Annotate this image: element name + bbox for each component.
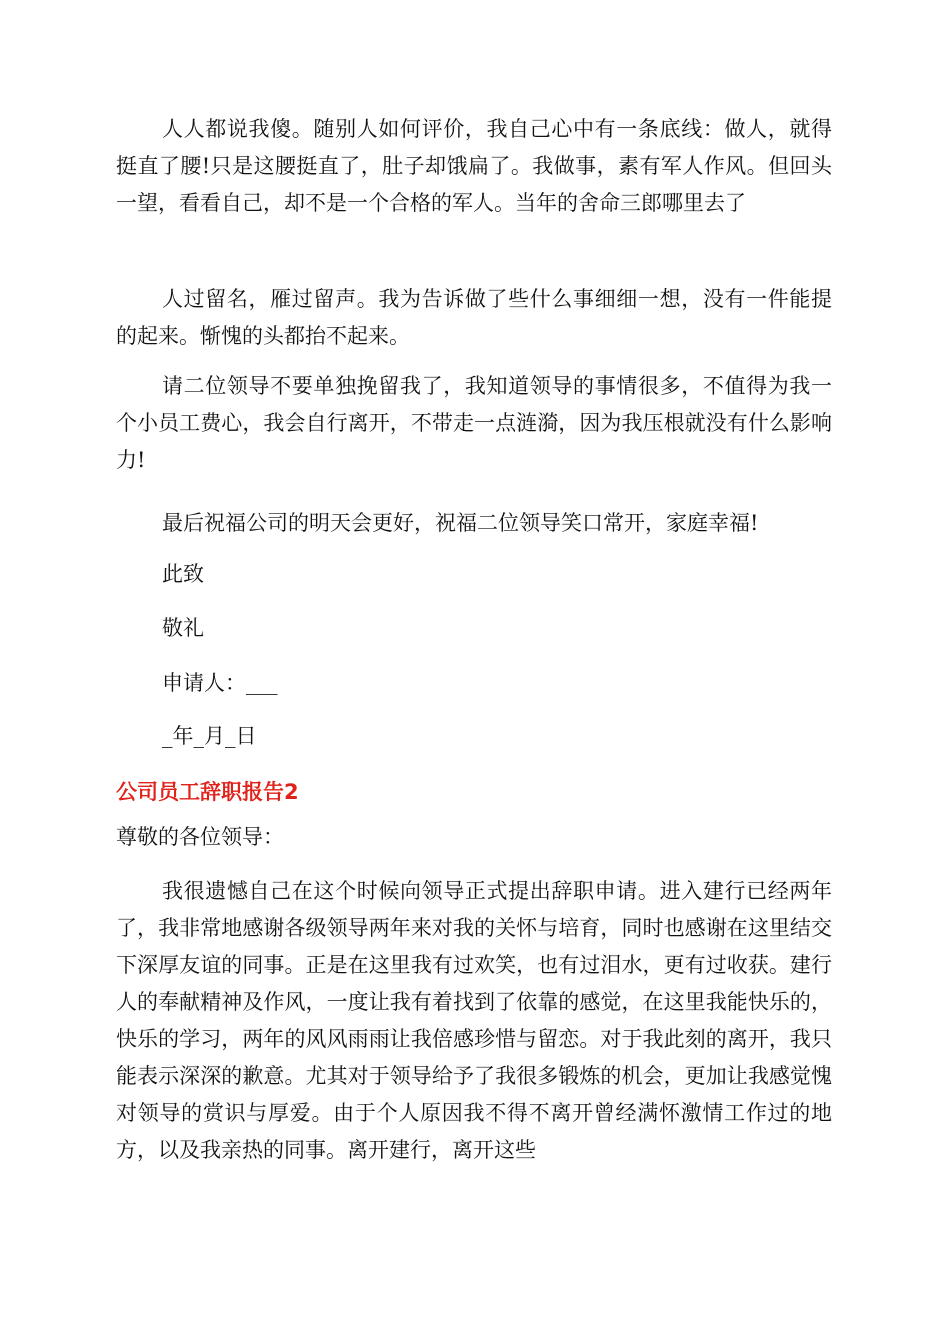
date-line: _年_月_日: [162, 724, 257, 748]
closing-wish: 最后祝福公司的明天会更好，祝福二位领导笑口常开，家庭幸福!: [162, 511, 759, 535]
applicant-line: 申请人：___: [162, 671, 278, 695]
body-paragraph: 请二位领导不要单独挽留我了，我知道领导的事情很多，不值得为我一个小员工费心，我会自行离开，不带走一点涟漪，因为我压根就没有什么影响力!: [116, 374, 832, 472]
body-paragraph: 人过留名，雁过留声。我为告诉做了些什么事细细一想，没有一件能提的起来。惭愧的头都抬不起来。: [116, 287, 832, 348]
salutation: 尊敬的各位领导：: [116, 825, 284, 849]
body-paragraph: 我很遗憾自己在这个时候向领导正式提出辞职申请。进入建行已经两年了，我非常地感谢各级领导两年来对我的关怀与培育，同时也感谢在这里结交下深厚友谊的同事。正是在这里我有过欢笑，也有过泪水，更有过收获。建行人的奉献精神及作风，一度让我有着找到了依靠的感觉，在这里我能快乐的，快乐的学习，两年的风风雨雨让我倍感珍惜与留恋。对于我此刻的离开，我只能表示深深的歉意。尤其对于领导给予了我很多锻炼的机会，更加让我感觉愧对领导的赏识与厚爱。由于个人原因我不得不离开曾经满怀激情工作过的地方，以及我亲热的同事。离开建行，离开这些: [116, 879, 832, 1162]
closing-jingli: 敬礼: [162, 616, 204, 640]
section-heading: 公司员工辞职报告2: [116, 780, 299, 804]
body-paragraph: 人人都说我傻。随别人如何评价，我自己心中有一条底线：做人，就得挺直了腰!只是这腰挺直了，肚子却饿扁了。我做事，素有军人作风。但回头一望，看看自己，却不是一个合格的军人。当年的舍命三郎哪里去了: [116, 117, 832, 215]
closing-cizhi: 此致: [162, 562, 204, 586]
